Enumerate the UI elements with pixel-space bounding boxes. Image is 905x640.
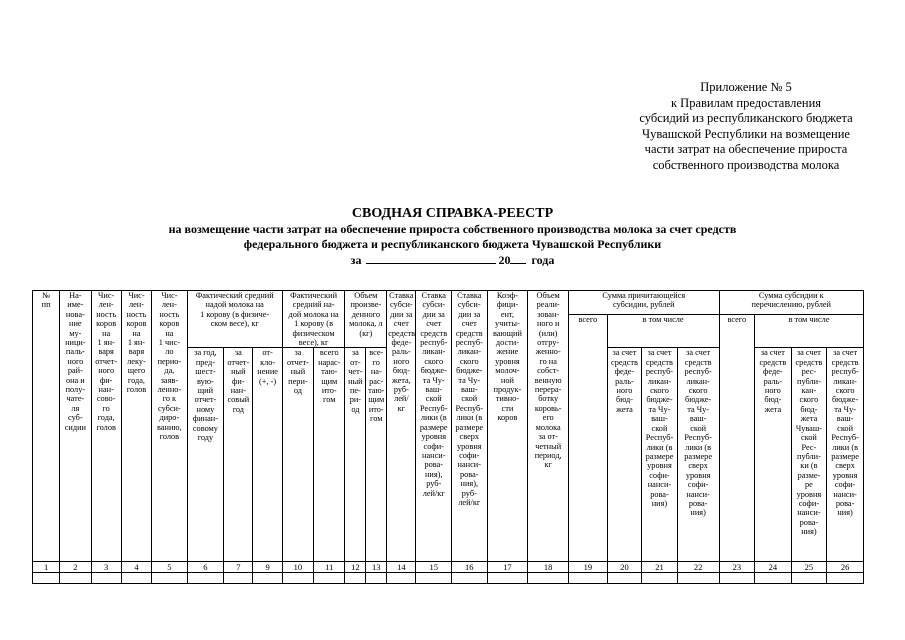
header-cell: Чис- лен- ность коров на 1 чис- ло перио- да, заяв- ленно- го к субси- диро- ванию, голов [152,291,188,562]
header-cell: Ставка субси- дии за счет средств респуб- ликан- ского бюдже- та Чу- ваш- ской Респуб- лики (в размере уровня софи- нанси- рова- ния), руб- лей/кг [416,291,452,562]
appendix-line: Приложение № 5 [700,80,792,94]
table-cell[interactable] [452,573,488,584]
header-cell: Чис- лен- ность коров на 1 ян- варя леку- щего года, голов [121,291,151,562]
column-number: 12 [345,562,366,573]
header-group-cell: Сумма субсидии к перечислению, рублей [719,291,863,315]
header-cell: всего [719,315,755,562]
header-cell: за отчет- ный фи- нан- совый год [224,348,253,562]
appendix-line: к Правилам предоставления [670,95,822,110]
column-number: 25 [791,562,827,573]
period-prefix: за [350,253,362,267]
column-number: 13 [366,562,387,573]
header-cell: за счет средств феде- раль- ного бюд- жета [755,348,792,562]
header-cell: всего нарас- таю- щим ито- гом [314,348,345,562]
column-number: 4 [121,562,151,573]
appendix-line: Чувашской Республики на возмещение [642,126,850,141]
table-cell[interactable] [91,573,121,584]
appendix-line: собственного производства молока [652,157,840,172]
column-number: 17 [487,562,528,573]
column-number: 6 [187,562,224,573]
column-number: 1 [33,562,60,573]
appendix-line: субсидий из республиканского бюджета [639,111,853,126]
table-cell[interactable] [827,573,864,584]
column-number: 19 [569,562,608,573]
table-cell[interactable] [187,573,224,584]
table-cell[interactable] [791,573,827,584]
appendix-note [596,80,896,174]
table-cell[interactable] [152,573,188,584]
column-number: 7 [224,562,253,573]
column-number: 2 [60,562,91,573]
header-group-cell: Фактический средний на- дой молока на 1 корову (в физическом весе), кг [282,291,345,348]
header-cell: Ставка субси- дии за счет средств феде- раль- ного бюд- жета, руб- лей/ кг [387,291,416,562]
table-cell[interactable] [387,573,416,584]
header-cell: все- го на- рас- таю- щим ито- гом [366,348,387,562]
column-number: 3 [91,562,121,573]
reporting-period [0,252,905,268]
table-cell[interactable] [755,573,792,584]
header-cell: Объем реали- зован- ного и (или) отгру- женно- го на собст- венную перера- ботку коровь- его молока за от- четный период, кг [528,291,569,562]
header-group-cell: в том числе [755,315,864,348]
column-number: 20 [607,562,641,573]
table-cell[interactable] [607,573,641,584]
column-number: 26 [827,562,864,573]
period-suffix: года [531,253,555,267]
header-cell: № пп [33,291,60,562]
table-cell[interactable] [121,573,151,584]
column-number: 22 [677,562,719,573]
header-cell: всего [569,315,608,562]
column-number: 15 [416,562,452,573]
header-cell: за счет средств респуб- ликан- ского бюдже- та Чу- ваш- ской Респуб- лики (в размере уровня софи- нанси- рова- ния) [642,348,678,562]
document-subtitle-line-1: на возмещение части затрат на обеспечение прироста собственного производства молока за счет средств [168,222,737,236]
table-cell[interactable] [253,573,282,584]
table-cell[interactable] [677,573,719,584]
table-cell[interactable] [569,573,608,584]
document-title-block [0,205,905,268]
table-cell[interactable] [345,573,366,584]
table-cell[interactable] [416,573,452,584]
registry-table [32,290,864,584]
header-cell: за счет средств феде- раль- ного бюд- жета [607,348,641,562]
header-cell: за год, пред- шест- вую- щий отчет- ному финан- совому году [187,348,224,562]
table-cell[interactable] [719,573,755,584]
header-cell: Ставка субси- дии за счет средств респуб- ликан- ского бюдже- та Чу- ваш- ской Респуб- лики (в размере сверх уровня софи- нанси- рова- ния), руб- лей/кг [452,291,488,562]
table-cell[interactable] [366,573,387,584]
header-cell: Коэф- фици- ент, учиты- вающий дости- жение уровня молоч- ной продук- тивно- сти коров [487,291,528,562]
header-group-cell: в том числе [607,315,719,348]
column-number: 14 [387,562,416,573]
header-group-cell: Фактический средний надой молока на 1 корову (в физиче- ском весе), кг [187,291,282,348]
column-number: 9 [253,562,282,573]
header-cell: за отчет- ный пери- од [282,348,313,562]
period-year: 20 [498,253,511,267]
header-cell: На- име- нова- ние му- ници- паль- ного рай- она и полу- чате- ля суб- сидии [60,291,91,562]
document-title: СВОДНАЯ СПРАВКА-РЕЕСТР [351,206,554,221]
document-subtitle-line-2: федерального бюджета и республиканского бюджета Чувашской Республики [243,237,662,251]
column-number: 10 [282,562,313,573]
header-cell: за счет средств респуб- ликан- ского бюдже- та Чу- ваш- ской Респуб- лики (в размере сверх уровня софи- нанси- рова- ния) [827,348,864,562]
year-blank-field[interactable] [510,252,526,264]
table-row [33,573,864,584]
column-number: 23 [719,562,755,573]
column-number: 24 [755,562,792,573]
header-cell: от- кло- нение (+, -) [253,348,282,562]
table-cell[interactable] [224,573,253,584]
header-cell: за от- чет- ный пе- ри- од [345,348,366,562]
table-cell[interactable] [282,573,313,584]
header-group-cell: Объем произве- денного молока, л (кг) [345,291,387,348]
column-number: 21 [642,562,678,573]
table-cell[interactable] [642,573,678,584]
period-blank-field[interactable] [366,252,496,264]
column-number: 18 [528,562,569,573]
header-cell: Чис- лен- ность коров на 1 ян- варя отчет- ного фи- нан- сово- го года, голов [91,291,121,562]
header-group-cell: Сумма причитающейся субсидии, рублей [569,291,720,315]
column-number: 5 [152,562,188,573]
header-cell: за счет средств респуб- ликан- ского бюдже- та Чу- ваш- ской Респуб- лики (в размере сверх уровня софи- нанси- рова- ния) [677,348,719,562]
table-cell[interactable] [314,573,345,584]
table-cell[interactable] [60,573,91,584]
column-number: 11 [314,562,345,573]
header-cell: за счет средств рес- публи- кан- ского бюд- жета Чуваш- ской Рес- публи- ки (в разме- ре уровня софи- нанси- рова- ния) [791,348,827,562]
appendix-line: части затрат на обеспечение прироста [644,142,848,157]
column-number: 16 [452,562,488,573]
table-cell[interactable] [33,573,60,584]
table-cell[interactable] [487,573,528,584]
table-cell[interactable] [528,573,569,584]
